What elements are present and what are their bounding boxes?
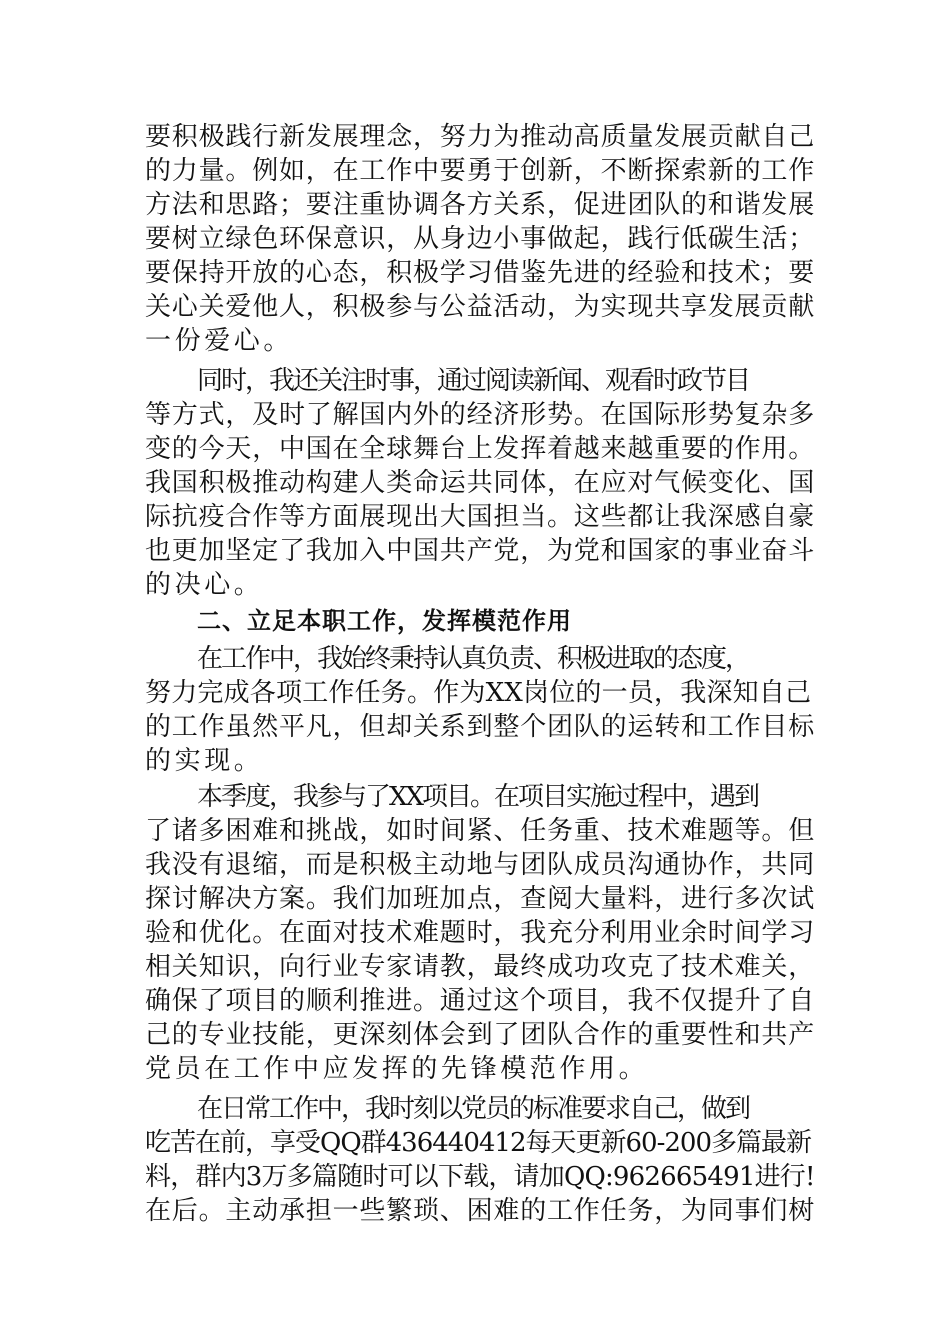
text-line: 的工作虽然平凡，但却关系到整个团队的运转和工作目标 xyxy=(145,712,816,742)
text-line: 在工作中，我始终秉持认真负责、积极进取的态度， xyxy=(197,644,750,674)
text-line: 吃苦在前，享受QQ群436440412每天更新60-200多篇最新 xyxy=(145,1128,812,1158)
text-line: 要树立绿色环保意识，从身边小事做起，践行低碳生活； xyxy=(145,224,816,254)
text-line: 等方式，及时了解国内外的经济形势。在国际形势复杂多 xyxy=(145,400,816,430)
text-line: 我国积极推动构建人类命运共同体，在应对气候变化、国 xyxy=(145,468,816,498)
text-line: 料，群内3万多篇随时可以下载，请加QQ:962665491进行! xyxy=(145,1162,815,1192)
text-line: 要积极践行新发展理念，努力为推动高质量发展贡献自己 xyxy=(145,122,816,152)
text-line: 探讨解决方案。我们加班加点，查阅大量料，进行多次试 xyxy=(145,884,816,914)
text-line: 的实现。 xyxy=(145,746,264,776)
text-line: 要保持开放的心态，积极学习借鉴先进的经验和技术；要 xyxy=(145,258,816,288)
text-line: 关心关爱他人，积极参与公益活动，为实现共享发展贡献 xyxy=(145,292,816,322)
text-line: 努力完成各项工作任务。作为XX岗位的一员，我深知自己 xyxy=(145,678,812,708)
text-line: 相关知识，向行业专家请教，最终成功攻克了技术难关， xyxy=(145,952,816,982)
text-line: 一份爱心。 xyxy=(145,326,294,356)
text-line: 变的今天，中国在全球舞台上发挥着越来越重要的作用。 xyxy=(145,434,816,464)
text-line: 己的专业技能，更深刻体会到了团队合作的重要性和共产 xyxy=(145,1020,816,1050)
text-line: 方法和思路；要注重协调各方关系，促进团队的和谐发展 xyxy=(145,190,816,220)
text-line: 也更加坚定了我加入中国共产党，为党和国家的事业奋斗 xyxy=(145,536,816,566)
text-line: 同时，我还关注时事，通过阅读新闻、观看时政节目 xyxy=(197,366,750,396)
text-line: 在后。主动承担一些繁琐、困难的工作任务，为同事们树 xyxy=(145,1196,816,1226)
text-line: 的力量。例如，在工作中要勇于创新，不断探索新的工作 xyxy=(145,156,816,186)
text-line: 本季度，我参与了XX项目。在项目实施过程中，遇到 xyxy=(197,782,759,812)
section-heading: 二、立足本职工作，发挥模范作用 xyxy=(197,607,572,635)
text-line: 在日常工作中，我时刻以党员的标准要求自己，做到 xyxy=(197,1094,750,1124)
text-line: 了诸多困难和挑战，如时间紧、任务重、技术难题等。但 xyxy=(145,816,816,846)
text-line: 际抗疫合作等方面展现出大国担当。这些都让我深感自豪 xyxy=(145,502,816,532)
text-line: 的决心。 xyxy=(145,570,264,600)
text-line: 验和优化。在面对技术难题时，我充分利用业余时间学习 xyxy=(145,918,816,948)
text-line: 党员在工作中应发挥的先锋模范作用。 xyxy=(145,1054,649,1084)
text-line: 确保了项目的顺利推进。通过这个项目，我不仅提升了自 xyxy=(145,986,816,1016)
text-line: 我没有退缩，而是积极主动地与团队成员沟通协作，共同 xyxy=(145,850,816,880)
